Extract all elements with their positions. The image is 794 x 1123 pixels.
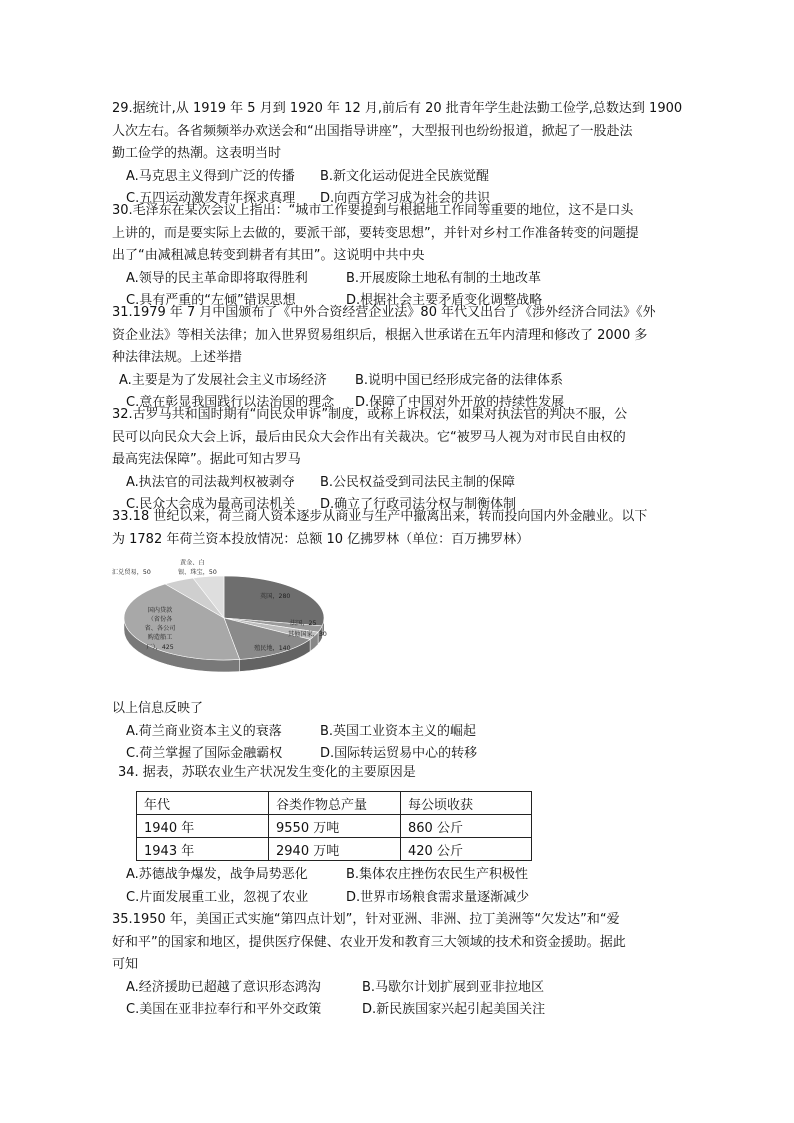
table-header-cell: 年代 bbox=[137, 792, 269, 815]
q31-option-a[interactable]: A.主要是为了发展社会主义市场经济 bbox=[119, 372, 327, 388]
question-29 bbox=[112, 98, 687, 211]
q30-option-d[interactable]: D.根据社会主要矛盾变化调整战略 bbox=[346, 293, 543, 309]
q29-stem-line: 人次左右。各省频频举办欢送会和“出国指导讲座”，大型报刊也纷纷报道，掀起了一股赴法 bbox=[112, 123, 633, 139]
question-31 bbox=[112, 302, 687, 415]
q35-option-d[interactable]: D.新民族国家兴起引起美国关注 bbox=[362, 1002, 546, 1018]
question-35 bbox=[112, 909, 687, 1022]
q32-stem-line: 32.古罗马共和国时期有“向民众申诉”制度，或称上诉权法，如果对执法官的判决不服，公 bbox=[112, 407, 628, 422]
q30-stem-line: 30.毛泽东在某次会议上指出：“城市工作要提到与根据地工作同等重要的地位，这不是口头 bbox=[112, 203, 634, 218]
q29-option-c[interactable]: C.五四运动激发青年探求真理 bbox=[126, 191, 296, 207]
label-domestic-l3: 省、各公司 bbox=[144, 625, 176, 632]
q31-stem-line: 31.1979 年 7 月中国颁布了《中外合资经营企业法》80 年代又出台了《涉外经济合同法》《外 bbox=[112, 305, 656, 320]
q32-stem-line: 民可以向民众大会上诉，最后由民众大会作出有关裁决。它“被罗马人视为对市民自由权的 bbox=[112, 429, 626, 445]
table-cell: 420 公斤 bbox=[401, 838, 532, 861]
question-34 bbox=[118, 762, 693, 785]
q30-option-c[interactable]: C.具有严重的“左倾”错误思想 bbox=[126, 293, 296, 309]
label-gold: 黄金、白 bbox=[180, 559, 205, 567]
q34-option-c[interactable]: C.片面发展重工业，忽视了农业 bbox=[126, 889, 309, 905]
q33-option-c[interactable]: C.荷兰掌握了国际金融霸权 bbox=[126, 746, 283, 762]
table-cell: 1940 年 bbox=[137, 815, 269, 838]
label-domestic-l2: （省份各 bbox=[147, 616, 173, 623]
q33-stem-line: 为 1782 年荷兰资本投放情况：总额 10 亿拂罗林（单位：百万拂罗林） bbox=[112, 531, 530, 547]
table-header-row bbox=[137, 792, 532, 815]
label-uk: 英国，280 bbox=[260, 593, 291, 600]
q34-option-a[interactable]: A.苏德战争爆发，战争局势恶化 bbox=[126, 867, 308, 882]
table-cell: 2940 万吨 bbox=[269, 838, 401, 861]
q31-option-d[interactable]: D.保障了中国对外开放的持续性发展 bbox=[355, 395, 565, 411]
pie-slice bbox=[224, 576, 324, 626]
q35-option-a[interactable]: A.经济援助已超越了意识形态鸿沟 bbox=[126, 979, 321, 995]
table-cell: 860 公斤 bbox=[401, 815, 532, 838]
q33-option-b[interactable]: B.英国工业资本主义的崛起 bbox=[320, 723, 477, 739]
q35-stem-line: 好和平”的国家和地区，提供医疗保健、农业开发和教育三大领域的技术和资金援助。据此 bbox=[112, 934, 626, 950]
label-france: 法国，25 bbox=[290, 620, 317, 627]
table-row bbox=[137, 815, 532, 838]
label-colonies: 殖民地，140 bbox=[254, 645, 291, 652]
q32-option-d[interactable]: D.确立了行政司法分权与制衡体制 bbox=[320, 497, 517, 513]
table-row bbox=[137, 838, 532, 861]
q32-stem-line: 最高宪法保障”。据此可知古罗马 bbox=[112, 452, 301, 468]
q31-option-c[interactable]: C.意在彰显我国践行以法治国的理念 bbox=[126, 395, 335, 411]
label-gold-value: 银、珠宝，50 bbox=[178, 569, 217, 576]
q34-stem: 34. 据表，苏联农业生产状况发生变化的主要原因是 bbox=[118, 765, 416, 780]
q33-option-d[interactable]: D.国际转运贸易中心的转移 bbox=[320, 746, 478, 762]
table-cell: 1943 年 bbox=[137, 838, 269, 861]
q33-stem-line: 33.18 世纪以来，荷兰商人资本逐步从商业与生产中撤离出来，转而投向国内外金融业。以下 bbox=[112, 509, 648, 524]
label-domestic-l1: 国内贷款 bbox=[147, 607, 173, 614]
q34-option-b[interactable]: B.集体农庄挫伤农民生产积极性 bbox=[346, 867, 529, 882]
q35-stem-line: 可知 bbox=[112, 957, 139, 973]
table-cell: 9550 万吨 bbox=[269, 815, 401, 838]
q29-option-a[interactable]: A.马克思主义得到广泛的传播 bbox=[126, 168, 295, 184]
q32-option-a[interactable]: A.执法官的司法裁判权被剥夺 bbox=[126, 474, 295, 490]
label-exchange-trade: 汇兑贸易，50 bbox=[112, 569, 151, 576]
q32-option-c[interactable]: C.民众大会成为最高司法机关 bbox=[126, 497, 296, 513]
q35-stem-line: 35.1950 年，美国正式实施“第四点计划”，针对亚洲、非洲、拉丁美洲等“欠发达”和“爱 bbox=[112, 912, 620, 927]
question-30 bbox=[112, 200, 687, 313]
q35-option-b[interactable]: B.马歇尔计划扩展到亚非拉地区 bbox=[362, 979, 545, 995]
q30-stem-line: 上讲的，而是要实际上去做的，要派干部，要转变思想”，并针对乡村工作准备转变的问题提 bbox=[112, 225, 639, 241]
question-32 bbox=[112, 404, 687, 517]
table-header-cell: 每公顷收获 bbox=[401, 792, 532, 815]
investment-pie-chart bbox=[112, 556, 342, 678]
q33-option-a[interactable]: A.荷兰商业资本主义的衰落 bbox=[126, 723, 282, 739]
q30-option-a[interactable]: A.领导的民主革命即将取得胜利 bbox=[126, 270, 308, 286]
table-header-cell: 谷类作物总产量 bbox=[269, 792, 401, 815]
q35-option-c[interactable]: C.美国在亚非拉奉行和平外交政策 bbox=[126, 1002, 322, 1018]
question-33 bbox=[112, 506, 687, 551]
q30-option-b[interactable]: B.开展废除土地私有制的土地改革 bbox=[346, 270, 542, 286]
q31-option-b[interactable]: B.说明中国已经形成完备的法律体系 bbox=[355, 372, 564, 388]
label-domestic-l4: 购造船工 bbox=[147, 634, 173, 641]
q34-table bbox=[136, 791, 532, 861]
question-34-options bbox=[112, 864, 687, 909]
q29-option-d[interactable]: D.向西方学习成为社会的共识 bbox=[320, 191, 491, 207]
label-domestic-value: 厂），425 bbox=[146, 644, 174, 651]
q30-stem-line: 出了“由减租减息转变到耕者有其田”。这说明中共中央 bbox=[112, 248, 425, 264]
q29-stem-line: 勤工俭学的热潮。这表明当时 bbox=[112, 146, 282, 162]
question-33-options bbox=[112, 698, 687, 766]
q33-after-text: 以上信息反映了 bbox=[112, 701, 204, 716]
label-other-countries: 其他国家，30 bbox=[288, 631, 327, 638]
q29-option-b[interactable]: B.新文化运动促进全民族觉醒 bbox=[320, 168, 490, 184]
q34-option-d[interactable]: D.世界市场粮食需求量逐渐减少 bbox=[346, 889, 530, 905]
q31-stem-line: 资企业法》等相关法律；加入世界贸易组织后，根据入世承诺在五年内清理和修改了 2000 多 bbox=[112, 327, 648, 343]
q32-option-b[interactable]: B.公民权益受到司法民主制的保障 bbox=[320, 474, 516, 490]
q29-stem-line: 29.据统计,从 1919 年 5 月到 1920 年 12 月,前后有 20 批青年学生赴法勤工俭学,总数达到 1900 bbox=[112, 101, 683, 116]
q31-stem-line: 种法律法规。上述举措 bbox=[112, 350, 243, 366]
